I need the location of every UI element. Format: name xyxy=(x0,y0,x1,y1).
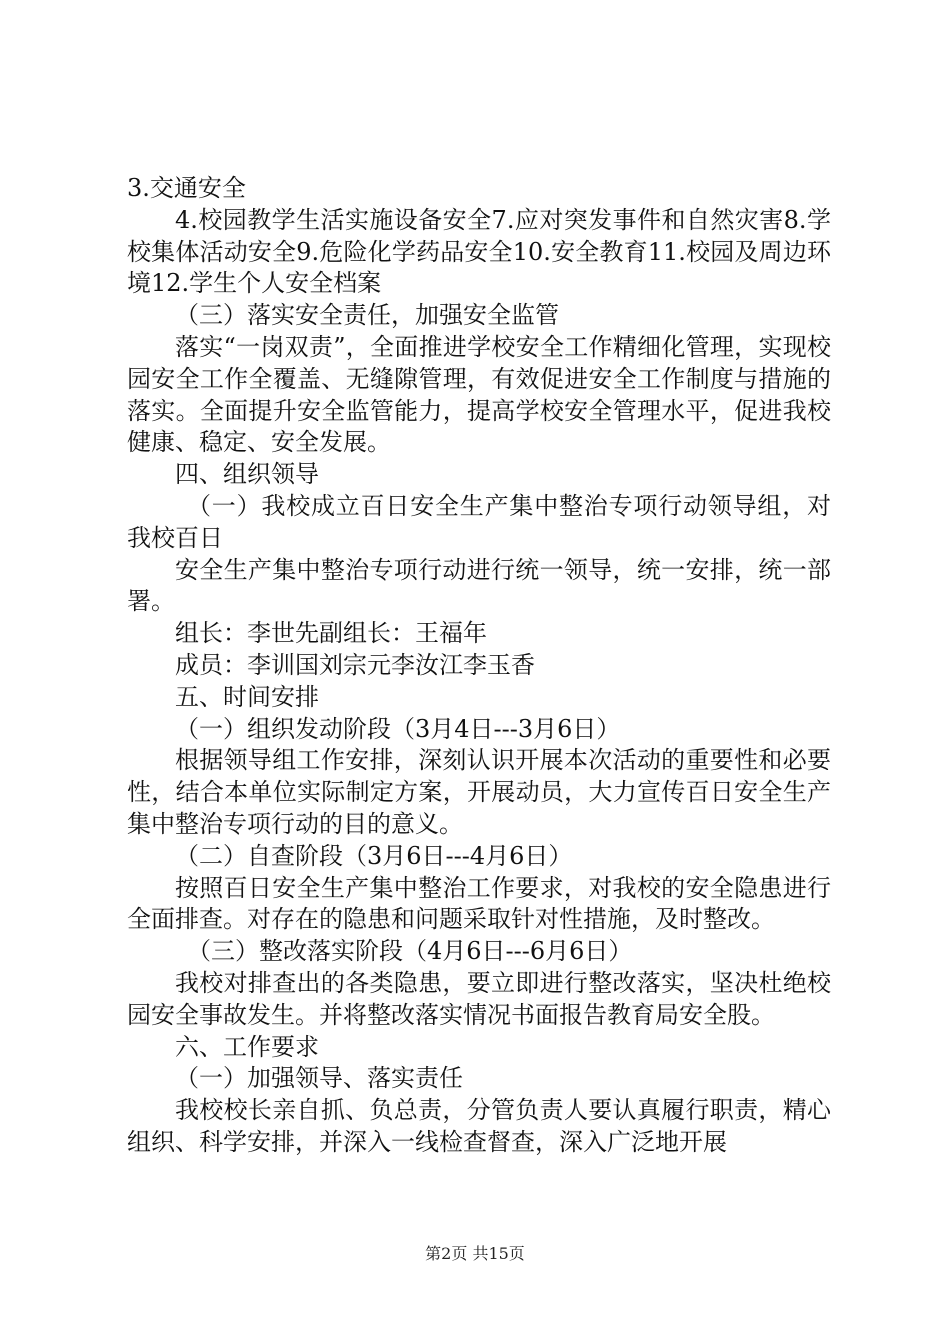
paragraph: 4.校园教学生活实施设备安全7.应对突发事件和自然灾害8.学校集体活动安全9.危险化学药品安全10.安全教育11.校园及周边环境12.学生个人安全档案 xyxy=(127,205,831,298)
paragraph: 组长：李世先副组长：王福年 xyxy=(175,619,487,648)
paragraph: （二）自查阶段（3月6日---4月6日） xyxy=(175,841,573,870)
paragraph: 3.交通安全 xyxy=(127,174,246,202)
paragraph: 按照百日安全生产集中整治工作要求，对我校的安全隐患进行全面排查。对存在的隐患和问题采取针对性措施，及时整改。 xyxy=(127,873,831,934)
paragraph: 六、工作要求 xyxy=(175,1032,319,1061)
paragraph: 我校对排查出的各类隐患，要立即进行整改落实，坚决杜绝校园安全事故发生。并将整改落实情况书面报告教育局安全股。 xyxy=(127,968,831,1029)
paragraph: 安全生产集中整治专项行动进行统一领导，统一安排，统一部署。 xyxy=(127,555,831,616)
paragraph: 落实“一岗双责”，全面推进学校安全工作精细化管理，实现校园安全工作全覆盖、无缝隙管理，有效促进安全工作制度与措施的落实。全面提升安全监管能力，提高学校安全管理水平，促进我校健康、稳定、安全发展。 xyxy=(127,332,831,457)
paragraph: （三）落实安全责任，加强安全监管 xyxy=(175,301,559,330)
paragraph: 四、组织领导 xyxy=(175,460,319,489)
paragraph: （三）整改落实阶段（4月6日---6月6日） xyxy=(187,937,633,966)
paragraph: （一）加强领导、落实责任 xyxy=(175,1064,463,1093)
page-footer: 第2页 共15页 xyxy=(425,1244,525,1263)
paragraph: 成员：李训国刘宗元李汝江李玉香 xyxy=(175,650,535,679)
paragraph: 我校校长亲自抓、负总责，分管负责人要认真履行职责，精心组织、科学安排，并深入一线检查督查，深入广泛地开展 xyxy=(127,1096,831,1156)
paragraph: （一）组织发动阶段（3月4日---3月6日） xyxy=(175,714,621,743)
paragraph: 五、时间安排 xyxy=(175,682,319,711)
paragraph: （一）我校成立百日安全生产集中整治专项行动领导组，对我校百日 xyxy=(127,491,831,552)
paragraph: 根据领导组工作安排，深刻认识开展本次活动的重要性和必要性，结合本单位实际制定方案，开展动员，大力宣传百日安全生产集中整治专项行动的目的意义。 xyxy=(127,746,831,838)
document-body xyxy=(127,173,831,1159)
